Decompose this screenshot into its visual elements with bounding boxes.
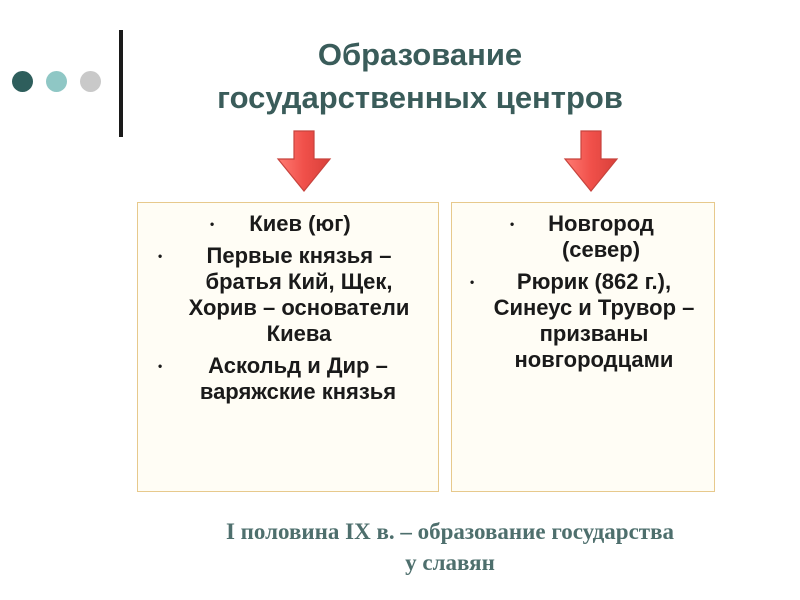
bullet-icon: •	[510, 217, 515, 231]
bullet-icon: •	[470, 275, 475, 289]
novgorod-box	[451, 202, 715, 492]
title-line-1: Образование	[317, 37, 523, 72]
list-item: • Первые князья – братья Кий, Щек, Хорив – основатели Киева	[158, 243, 410, 346]
list-item: • Аскольд и Дир – варяжские князья	[158, 353, 397, 404]
bullet-icon: •	[158, 249, 163, 263]
vertical-divider	[119, 30, 123, 137]
slide-title	[140, 33, 700, 119]
down-arrow-icon	[563, 129, 619, 193]
footer-caption	[120, 516, 780, 578]
footer-line-2: у славян	[405, 550, 495, 575]
down-arrow-icon	[276, 129, 332, 193]
list-item: • Новгород (север)	[510, 211, 654, 262]
bullet-icon: •	[210, 217, 215, 231]
dot-light	[80, 71, 101, 92]
footer-line-1: I половина IX в. – образование государства	[225, 519, 675, 544]
novgorod-list	[452, 203, 714, 373]
dot-mid	[46, 71, 67, 92]
list-item: • Киев (юг)	[210, 211, 351, 236]
title-line-2: государственных центров	[217, 80, 623, 115]
kiev-box	[137, 202, 439, 492]
dot-dark	[12, 71, 33, 92]
decorative-dots	[12, 71, 112, 93]
kiev-list	[138, 203, 438, 405]
list-item: • Рюрик (862 г.), Синеус и Трувор – призваны новгородцами	[470, 269, 695, 372]
bullet-icon: •	[158, 359, 163, 373]
